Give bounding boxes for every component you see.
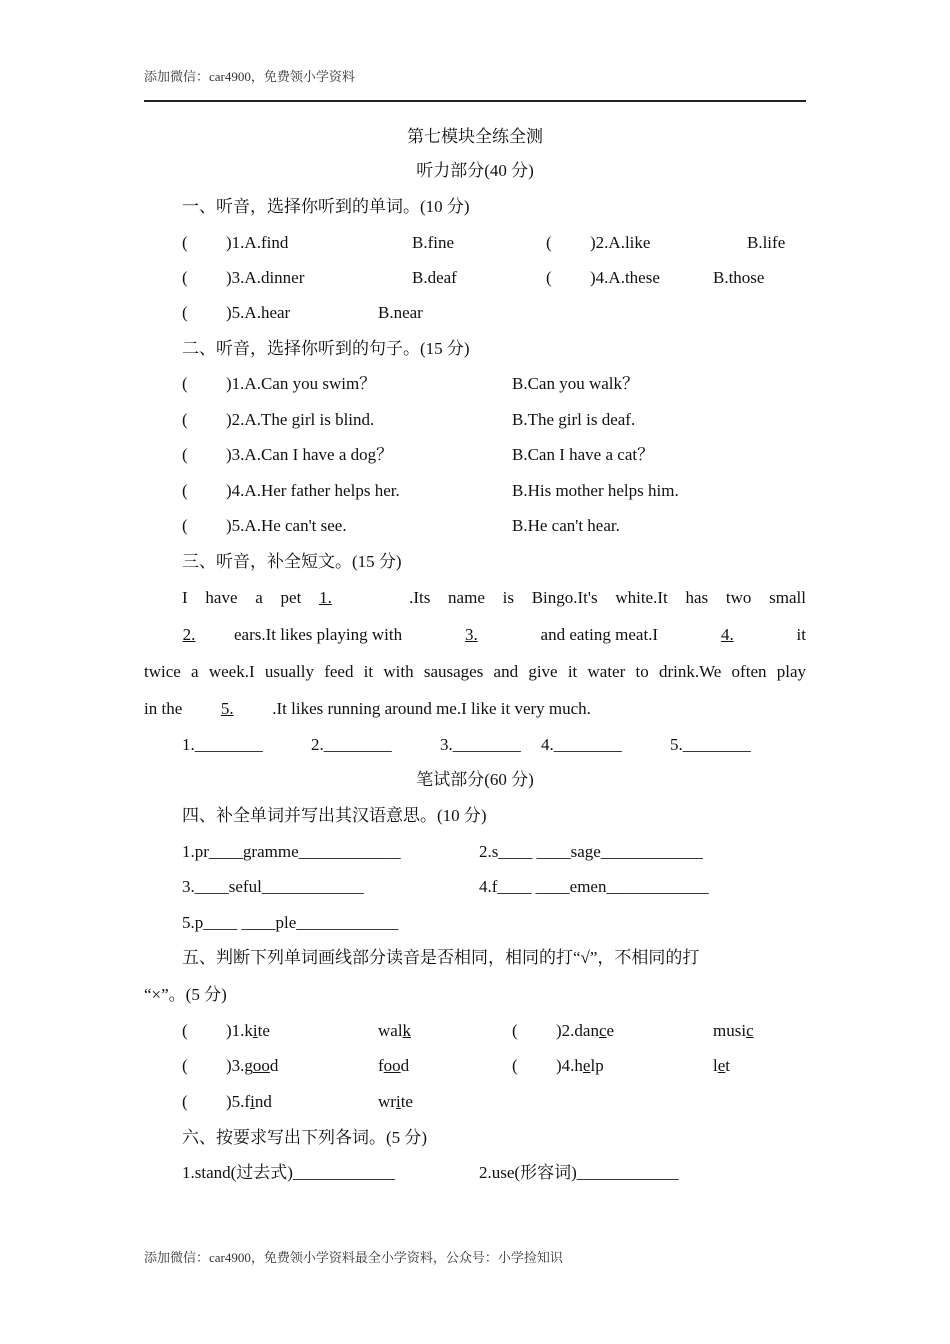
passage-text: in the — [144, 699, 183, 718]
page-title: 第七模块全练全测 — [407, 127, 543, 146]
passage-line-1 — [182, 587, 806, 609]
blank-2: 2. — [182, 625, 196, 644]
passage-text: ears.It likes playing with — [234, 625, 403, 644]
header-note: 添加微信：car4900，免费领小学资料 — [144, 69, 355, 84]
option-a: )3.A.dinner — [226, 268, 305, 287]
blank-3: 3. — [464, 625, 478, 644]
word-item: 2.s____ ____sage____________ — [479, 842, 703, 861]
option-a: )5.A.hear — [226, 303, 291, 322]
paren: ( — [182, 1021, 188, 1040]
word-b: walk — [378, 1021, 412, 1040]
word-item: 5.p____ ____ple____________ — [182, 913, 399, 932]
option-b: B.His mother helps him. — [512, 481, 679, 500]
blank-5: 5. — [220, 699, 234, 718]
paren: ( — [182, 1092, 188, 1111]
paren: ( — [512, 1021, 518, 1040]
section-6-title: 六、按要求写出下列各词。(5 分) — [182, 1128, 428, 1147]
option-b: B.fine — [412, 233, 455, 252]
paren: ( — [182, 516, 188, 535]
passage-text: and eating meat.I — [540, 625, 659, 644]
word-a: )1.kite — [226, 1021, 270, 1040]
paren: ( — [182, 374, 188, 393]
option-a: )1.A.find — [226, 233, 289, 252]
header-rule — [144, 100, 806, 102]
option-b: B.life — [747, 233, 786, 252]
option-b: B.those — [713, 268, 765, 287]
paren: ( — [546, 233, 552, 252]
paren: ( — [512, 1056, 518, 1075]
word-a: )2.dance — [556, 1021, 615, 1040]
option-a: )3.A.Can I have a dog？ — [226, 445, 394, 464]
listening-title: 听力部分(40 分) — [416, 161, 534, 180]
passage-text: I have a pet — [182, 588, 320, 607]
paren: ( — [182, 445, 188, 464]
passage-text: .Its name is Bingo.It's white.It has two small — [409, 588, 806, 607]
passage-line-3: twice a week.I usually feed it with sausages and give it water to drink.We often play — [144, 662, 806, 681]
word-item: 1.pr____gramme____________ — [182, 842, 401, 861]
paren: ( — [182, 481, 188, 500]
answer-2: 2.________ — [311, 735, 392, 754]
passage-text: it — [796, 625, 806, 644]
word-form-item: 2.use(形容词)____________ — [479, 1163, 679, 1182]
section-3-title: 三、听音，补全短文。(15 分) — [182, 552, 402, 571]
footer-note: 添加微信：car4900，免费领小学资料最全小学资料，公众号：小学捡知识 — [144, 1250, 563, 1265]
answer-3: 3.________ — [440, 735, 521, 754]
option-b: B.Can I have a cat？ — [512, 445, 655, 464]
option-a: )1.A.Can you swim？ — [226, 374, 377, 393]
blank-4: 4. — [720, 625, 734, 644]
answer-5: 5.________ — [670, 735, 751, 754]
paren: ( — [182, 1056, 188, 1075]
blank-1: 1. — [319, 588, 332, 607]
word-form-item: 1.stand(过去式)____________ — [182, 1163, 395, 1182]
passage-line-4 — [144, 698, 591, 720]
answer-4: 4.________ — [541, 735, 622, 754]
word-a: )4.help — [556, 1056, 604, 1075]
option-a: )4.A.Her father helps her. — [226, 481, 400, 500]
option-a: )5.A.He can't see. — [226, 516, 347, 535]
word-b: write — [378, 1092, 413, 1111]
paren: ( — [182, 410, 188, 429]
word-b: food — [378, 1056, 410, 1075]
word-a: )3.good — [226, 1056, 279, 1075]
paren: ( — [182, 303, 188, 322]
word-item: 4.f____ ____emen____________ — [479, 877, 709, 896]
section-4-title: 四、补全单词并写出其汉语意思。(10 分) — [182, 806, 487, 825]
option-b: B.deaf — [412, 268, 457, 287]
section-2-title: 二、听音，选择你听到的句子。(15 分) — [182, 339, 470, 358]
word-b: let — [713, 1056, 731, 1075]
option-a: )4.A.these — [590, 268, 660, 287]
paren: ( — [546, 268, 552, 287]
option-b: B.Can you walk？ — [512, 374, 640, 393]
passage-line-2 — [144, 624, 806, 646]
option-b: B.He can't hear. — [512, 516, 620, 535]
word-a: )5.find — [226, 1092, 272, 1111]
section-1-title: 一、听音，选择你听到的单词。(10 分) — [182, 197, 470, 216]
option-a: )2.A.like — [590, 233, 651, 252]
word-b: music — [713, 1021, 754, 1040]
word-item: 3.____seful____________ — [182, 877, 364, 896]
option-a: )2.A.The girl is blind. — [226, 410, 375, 429]
section-5-title-cont: “×”。(5 分) — [144, 985, 227, 1004]
option-b: B.The girl is deaf. — [512, 410, 636, 429]
passage-text: .It likes running around me.I like it very much. — [272, 699, 591, 718]
answer-1: 1.________ — [182, 735, 263, 754]
paren: ( — [182, 233, 188, 252]
writing-title: 笔试部分(60 分) — [416, 770, 534, 789]
option-b: B.near — [378, 303, 423, 322]
section-5-title: 五、判断下列单词画线部分读音是否相同，相同的打“√”，不相同的打 — [182, 948, 700, 967]
paren: ( — [182, 268, 188, 287]
